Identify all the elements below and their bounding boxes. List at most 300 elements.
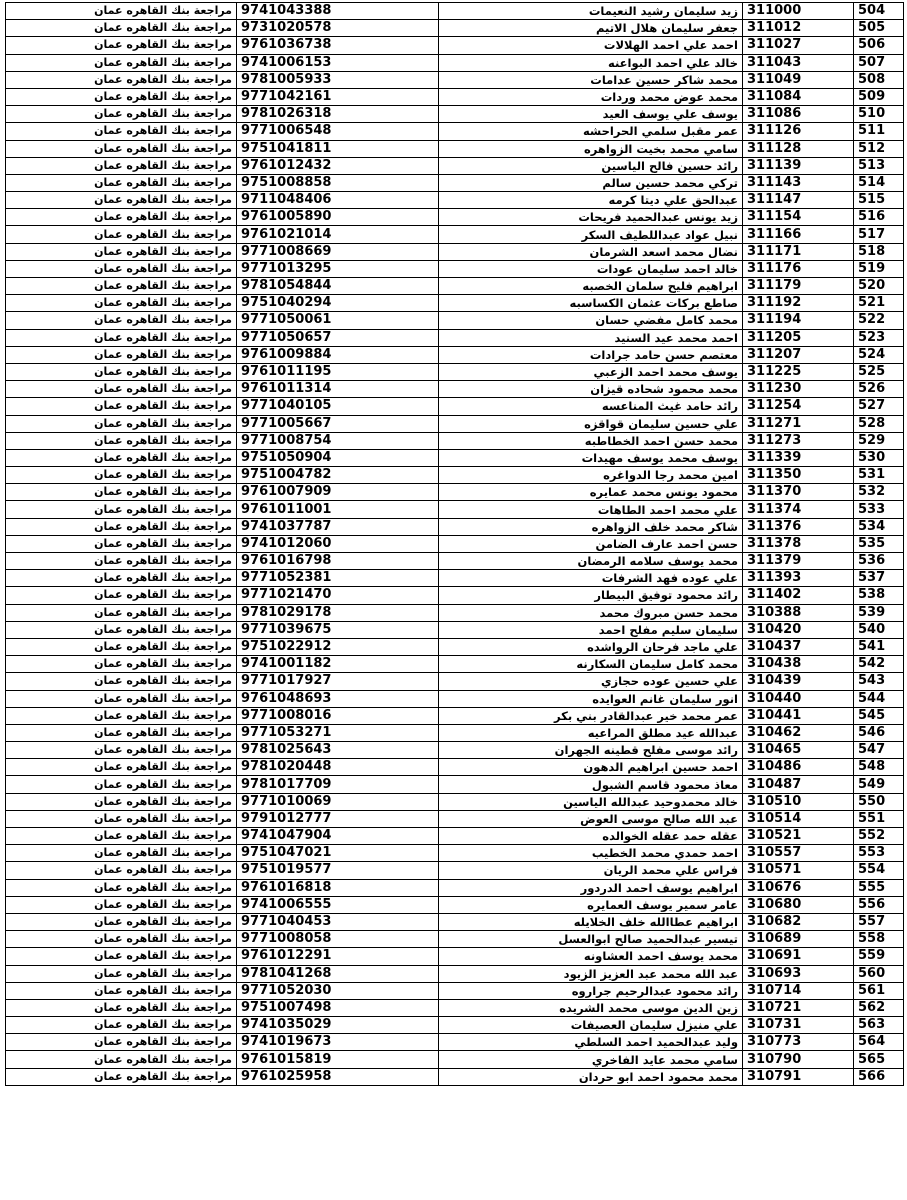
note-cell: مراجعة بنك القاهره عمان [6, 982, 237, 999]
table-row [6, 913, 904, 930]
code-cell: 310680 [743, 896, 854, 913]
national-number-cell: 9761016798 [237, 553, 439, 570]
note-cell: مراجعة بنك القاهره عمان [6, 243, 237, 260]
serial-number-cell: 525 [854, 363, 904, 380]
serial-number-cell: 529 [854, 432, 904, 449]
national-number-cell: 9741047904 [237, 828, 439, 845]
note-cell: مراجعة بنك القاهره عمان [6, 1017, 237, 1034]
note-cell: مراجعة بنك القاهره عمان [6, 312, 237, 329]
national-number-cell: 9711048406 [237, 192, 439, 209]
note-cell: مراجعة بنك القاهره عمان [6, 106, 237, 123]
serial-number-cell: 526 [854, 381, 904, 398]
serial-number-cell: 530 [854, 449, 904, 466]
national-number-cell: 9741043388 [237, 3, 439, 20]
code-cell: 311000 [743, 3, 854, 20]
note-cell: مراجعة بنك القاهره عمان [6, 828, 237, 845]
table-row [6, 724, 904, 741]
table-row [6, 879, 904, 896]
serial-number-cell: 515 [854, 192, 904, 209]
note-cell: مراجعة بنك القاهره عمان [6, 192, 237, 209]
code-cell: 310439 [743, 673, 854, 690]
table-row [6, 37, 904, 54]
serial-number-cell: 516 [854, 209, 904, 226]
national-number-cell: 9781026318 [237, 106, 439, 123]
national-number-cell: 9771042161 [237, 88, 439, 105]
code-cell: 310514 [743, 810, 854, 827]
code-cell: 311370 [743, 484, 854, 501]
note-cell: مراجعة بنك القاهره عمان [6, 587, 237, 604]
serial-number-cell: 513 [854, 157, 904, 174]
note-cell: مراجعة بنك القاهره عمان [6, 1068, 237, 1085]
code-cell: 311393 [743, 570, 854, 587]
code-cell: 310441 [743, 707, 854, 724]
serial-number-cell: 539 [854, 604, 904, 621]
table-row [6, 656, 904, 673]
table-row [6, 295, 904, 312]
name-cell: نبيل عواد عبداللطيف السكر [439, 226, 743, 243]
national-number-cell: 9741019673 [237, 1034, 439, 1051]
serial-number-cell: 538 [854, 587, 904, 604]
serial-number-cell: 522 [854, 312, 904, 329]
name-cell: احمد حسين ابراهيم الدهون [439, 759, 743, 776]
serial-number-cell: 527 [854, 398, 904, 415]
code-cell: 311086 [743, 106, 854, 123]
note-cell: مراجعة بنك القاهره عمان [6, 88, 237, 105]
serial-number-cell: 532 [854, 484, 904, 501]
table-row [6, 484, 904, 501]
national-number-cell: 9751040294 [237, 295, 439, 312]
note-cell: مراجعة بنك القاهره عمان [6, 174, 237, 191]
table-row [6, 759, 904, 776]
code-cell: 311171 [743, 243, 854, 260]
table-row [6, 621, 904, 638]
serial-number-cell: 544 [854, 690, 904, 707]
table-row [6, 570, 904, 587]
serial-number-cell: 566 [854, 1068, 904, 1085]
serial-number-cell: 543 [854, 673, 904, 690]
table-row [6, 776, 904, 793]
table-row [6, 106, 904, 123]
table-row [6, 71, 904, 88]
note-cell: مراجعة بنك القاهره عمان [6, 140, 237, 157]
name-cell: رائد حامد غيث المناعسه [439, 398, 743, 415]
note-cell: مراجعة بنك القاهره عمان [6, 638, 237, 655]
name-cell: سليمان سليم مفلح احمد [439, 621, 743, 638]
note-cell: مراجعة بنك القاهره عمان [6, 3, 237, 20]
national-number-cell: 9771017927 [237, 673, 439, 690]
name-cell: زين الدين موسى محمد الشريده [439, 999, 743, 1016]
note-cell: مراجعة بنك القاهره عمان [6, 1034, 237, 1051]
serial-number-cell: 511 [854, 123, 904, 140]
note-cell: مراجعة بنك القاهره عمان [6, 570, 237, 587]
code-cell: 311207 [743, 346, 854, 363]
code-cell: 311230 [743, 381, 854, 398]
code-cell: 310691 [743, 948, 854, 965]
serial-number-cell: 561 [854, 982, 904, 999]
serial-number-cell: 564 [854, 1034, 904, 1051]
national-number-cell: 9741006555 [237, 896, 439, 913]
roster-body [6, 3, 904, 1086]
name-cell: خالد علي احمد البواعنه [439, 54, 743, 71]
note-cell: مراجعة بنك القاهره عمان [6, 724, 237, 741]
national-number-cell: 9761007909 [237, 484, 439, 501]
table-row [6, 346, 904, 363]
code-cell: 310571 [743, 862, 854, 879]
table-row [6, 157, 904, 174]
table-row [6, 673, 904, 690]
note-cell: مراجعة بنك القاهره عمان [6, 656, 237, 673]
note-cell: مراجعة بنك القاهره عمان [6, 742, 237, 759]
note-cell: مراجعة بنك القاهره عمان [6, 54, 237, 71]
table-row [6, 88, 904, 105]
national-number-cell: 9761011195 [237, 363, 439, 380]
name-cell: امين محمد رجا الدواغره [439, 467, 743, 484]
table-row [6, 931, 904, 948]
national-number-cell: 9741006153 [237, 54, 439, 71]
serial-number-cell: 509 [854, 88, 904, 105]
name-cell: ابراهيم عطاالله خلف الخلايله [439, 913, 743, 930]
table-row [6, 638, 904, 655]
table-row [6, 432, 904, 449]
name-cell: ابراهيم يوسف احمد الدردور [439, 879, 743, 896]
serial-number-cell: 546 [854, 724, 904, 741]
code-cell: 310790 [743, 1051, 854, 1068]
name-cell: صاطع بركات عثمان الكساسبه [439, 295, 743, 312]
code-cell: 310721 [743, 999, 854, 1016]
table-row [6, 707, 904, 724]
name-cell: رائد محمود توفيق البيطار [439, 587, 743, 604]
serial-number-cell: 555 [854, 879, 904, 896]
name-cell: محمد كامل سليمان السكارنه [439, 656, 743, 673]
code-cell: 311271 [743, 415, 854, 432]
serial-number-cell: 512 [854, 140, 904, 157]
note-cell: مراجعة بنك القاهره عمان [6, 278, 237, 295]
name-cell: علي عوده فهد الشرفات [439, 570, 743, 587]
serial-number-cell: 556 [854, 896, 904, 913]
note-cell: مراجعة بنك القاهره عمان [6, 707, 237, 724]
note-cell: مراجعة بنك القاهره عمان [6, 501, 237, 518]
table-row [6, 381, 904, 398]
table-row [6, 999, 904, 1016]
note-cell: مراجعة بنك القاهره عمان [6, 553, 237, 570]
note-cell: مراجعة بنك القاهره عمان [6, 913, 237, 930]
code-cell: 311194 [743, 312, 854, 329]
name-cell: محمود يونس محمد عمايره [439, 484, 743, 501]
name-cell: يوسف علي يوسف العيد [439, 106, 743, 123]
code-cell: 310693 [743, 965, 854, 982]
table-row [6, 467, 904, 484]
note-cell: مراجعة بنك القاهره عمان [6, 810, 237, 827]
national-number-cell: 9771010069 [237, 793, 439, 810]
serial-number-cell: 524 [854, 346, 904, 363]
national-number-cell: 9771008754 [237, 432, 439, 449]
note-cell: مراجعة بنك القاهره عمان [6, 226, 237, 243]
name-cell: ابراهيم فليح سلمان الخصبه [439, 278, 743, 295]
serial-number-cell: 537 [854, 570, 904, 587]
code-cell: 310791 [743, 1068, 854, 1085]
code-cell: 311339 [743, 449, 854, 466]
national-number-cell: 9761048693 [237, 690, 439, 707]
table-row [6, 54, 904, 71]
code-cell: 310486 [743, 759, 854, 776]
note-cell: مراجعة بنك القاهره عمان [6, 260, 237, 277]
name-cell: عبدالحق علي ديتا كرمه [439, 192, 743, 209]
note-cell: مراجعة بنك القاهره عمان [6, 71, 237, 88]
name-cell: علي منيزل سليمان العصيفات [439, 1017, 743, 1034]
code-cell: 311379 [743, 553, 854, 570]
note-cell: مراجعة بنك القاهره عمان [6, 415, 237, 432]
table-row [6, 278, 904, 295]
code-cell: 311126 [743, 123, 854, 140]
national-number-cell: 9761011314 [237, 381, 439, 398]
note-cell: مراجعة بنك القاهره عمان [6, 209, 237, 226]
serial-number-cell: 536 [854, 553, 904, 570]
national-number-cell: 9761016818 [237, 879, 439, 896]
name-cell: معتصم حسن حامد جرادات [439, 346, 743, 363]
note-cell: مراجعة بنك القاهره عمان [6, 535, 237, 552]
table-row [6, 518, 904, 535]
serial-number-cell: 545 [854, 707, 904, 724]
table-row [6, 553, 904, 570]
national-number-cell: 9761036738 [237, 37, 439, 54]
serial-number-cell: 507 [854, 54, 904, 71]
serial-number-cell: 518 [854, 243, 904, 260]
table-row [6, 587, 904, 604]
serial-number-cell: 506 [854, 37, 904, 54]
note-cell: مراجعة بنك القاهره عمان [6, 484, 237, 501]
serial-number-cell: 523 [854, 329, 904, 346]
name-cell: معاذ محمود قاسم الشبول [439, 776, 743, 793]
name-cell: احمد حمدي محمد الخطيب [439, 845, 743, 862]
note-cell: مراجعة بنك القاهره عمان [6, 123, 237, 140]
name-cell: محمد محمود شحاده قيزان [439, 381, 743, 398]
serial-number-cell: 517 [854, 226, 904, 243]
national-number-cell: 9751007498 [237, 999, 439, 1016]
serial-number-cell: 558 [854, 931, 904, 948]
code-cell: 311402 [743, 587, 854, 604]
serial-number-cell: 547 [854, 742, 904, 759]
serial-number-cell: 505 [854, 20, 904, 37]
code-cell: 311225 [743, 363, 854, 380]
note-cell: مراجعة بنك القاهره عمان [6, 621, 237, 638]
national-number-cell: 9771008669 [237, 243, 439, 260]
name-cell: رائد موسى مفلح قطينه الجهران [439, 742, 743, 759]
code-cell: 310557 [743, 845, 854, 862]
national-number-cell: 9781041268 [237, 965, 439, 982]
code-cell: 311166 [743, 226, 854, 243]
table-row [6, 948, 904, 965]
name-cell: خالد محمدوحيد عبدالله الياسين [439, 793, 743, 810]
note-cell: مراجعة بنك القاهره عمان [6, 449, 237, 466]
national-number-cell: 9771008016 [237, 707, 439, 724]
name-cell: نضال محمد اسعد الشرمان [439, 243, 743, 260]
name-cell: محمد عوض محمد وردات [439, 88, 743, 105]
note-cell: مراجعة بنك القاهره عمان [6, 965, 237, 982]
note-cell: مراجعة بنك القاهره عمان [6, 398, 237, 415]
serial-number-cell: 520 [854, 278, 904, 295]
code-cell: 311027 [743, 37, 854, 54]
name-cell: علي ماجد فرحان الرواشده [439, 638, 743, 655]
roster-table [5, 2, 904, 1086]
table-row [6, 192, 904, 209]
code-cell: 310487 [743, 776, 854, 793]
national-number-cell: 9751041811 [237, 140, 439, 157]
code-cell: 311179 [743, 278, 854, 295]
code-cell: 311176 [743, 260, 854, 277]
code-cell: 310440 [743, 690, 854, 707]
table-row [6, 965, 904, 982]
code-cell: 311147 [743, 192, 854, 209]
table-row [6, 1068, 904, 1085]
national-number-cell: 9771013295 [237, 260, 439, 277]
code-cell: 311139 [743, 157, 854, 174]
national-number-cell: 9781054844 [237, 278, 439, 295]
code-cell: 310676 [743, 879, 854, 896]
serial-number-cell: 504 [854, 3, 904, 20]
note-cell: مراجعة بنك القاهره عمان [6, 157, 237, 174]
note-cell: مراجعة بنك القاهره عمان [6, 776, 237, 793]
name-cell: محمد حسن مبروك محمد [439, 604, 743, 621]
national-number-cell: 9751019577 [237, 862, 439, 879]
serial-number-cell: 549 [854, 776, 904, 793]
code-cell: 310731 [743, 1017, 854, 1034]
code-cell: 311273 [743, 432, 854, 449]
name-cell: محمد يوسف سلامه الرمضان [439, 553, 743, 570]
code-cell: 311192 [743, 295, 854, 312]
code-cell: 311084 [743, 88, 854, 105]
note-cell: مراجعة بنك القاهره عمان [6, 1051, 237, 1068]
serial-number-cell: 533 [854, 501, 904, 518]
note-cell: مراجعة بنك القاهره عمان [6, 518, 237, 535]
national-number-cell: 9751050904 [237, 449, 439, 466]
serial-number-cell: 557 [854, 913, 904, 930]
name-cell: محمد كامل مفضي حسان [439, 312, 743, 329]
national-number-cell: 9761025958 [237, 1068, 439, 1085]
national-number-cell: 9751008858 [237, 174, 439, 191]
serial-number-cell: 528 [854, 415, 904, 432]
table-row [6, 828, 904, 845]
serial-number-cell: 514 [854, 174, 904, 191]
serial-number-cell: 548 [854, 759, 904, 776]
name-cell: يوسف محمد يوسف مهيدات [439, 449, 743, 466]
note-cell: مراجعة بنك القاهره عمان [6, 381, 237, 398]
table-row [6, 363, 904, 380]
serial-number-cell: 551 [854, 810, 904, 827]
serial-number-cell: 559 [854, 948, 904, 965]
national-number-cell: 9741012060 [237, 535, 439, 552]
code-cell: 310682 [743, 913, 854, 930]
national-number-cell: 9781025643 [237, 742, 439, 759]
table-row [6, 226, 904, 243]
note-cell: مراجعة بنك القاهره عمان [6, 931, 237, 948]
code-cell: 310689 [743, 931, 854, 948]
serial-number-cell: 534 [854, 518, 904, 535]
national-number-cell: 9761005890 [237, 209, 439, 226]
national-number-cell: 9771052030 [237, 982, 439, 999]
table-row [6, 742, 904, 759]
code-cell: 311128 [743, 140, 854, 157]
national-number-cell: 9751047021 [237, 845, 439, 862]
name-cell: تركي محمد حسين سالم [439, 174, 743, 191]
name-cell: سامي محمد عايد الفاخري [439, 1051, 743, 1068]
table-row [6, 1034, 904, 1051]
national-number-cell: 9771005667 [237, 415, 439, 432]
name-cell: سامي محمد بخيت الزواهره [439, 140, 743, 157]
note-cell: مراجعة بنك القاهره عمان [6, 295, 237, 312]
code-cell: 310420 [743, 621, 854, 638]
serial-number-cell: 510 [854, 106, 904, 123]
name-cell: علي محمد احمد الطاهات [439, 501, 743, 518]
serial-number-cell: 508 [854, 71, 904, 88]
name-cell: عبد الله صالح موسى العوض [439, 810, 743, 827]
national-number-cell: 9751004782 [237, 467, 439, 484]
note-cell: مراجعة بنك القاهره عمان [6, 604, 237, 621]
note-cell: مراجعة بنك القاهره عمان [6, 346, 237, 363]
name-cell: محمد حسن احمد الخطاطبه [439, 432, 743, 449]
name-cell: خالد احمد سليمان عودات [439, 260, 743, 277]
name-cell: علي حسين عوده حجازي [439, 673, 743, 690]
national-number-cell: 9741037787 [237, 518, 439, 535]
national-number-cell: 9761015819 [237, 1051, 439, 1068]
national-number-cell: 9781005933 [237, 71, 439, 88]
table-row [6, 810, 904, 827]
code-cell: 311154 [743, 209, 854, 226]
serial-number-cell: 541 [854, 638, 904, 655]
name-cell: يوسف محمد احمد الزعبي [439, 363, 743, 380]
name-cell: عمر محمد خير عبدالقادر بني بكر [439, 707, 743, 724]
table-row [6, 982, 904, 999]
note-cell: مراجعة بنك القاهره عمان [6, 432, 237, 449]
national-number-cell: 9751022912 [237, 638, 439, 655]
serial-number-cell: 560 [854, 965, 904, 982]
national-number-cell: 9771021470 [237, 587, 439, 604]
name-cell: فراس علي محمد الريان [439, 862, 743, 879]
serial-number-cell: 521 [854, 295, 904, 312]
table-row [6, 604, 904, 621]
serial-number-cell: 553 [854, 845, 904, 862]
code-cell: 310462 [743, 724, 854, 741]
code-cell: 311374 [743, 501, 854, 518]
serial-number-cell: 542 [854, 656, 904, 673]
national-number-cell: 9731020578 [237, 20, 439, 37]
name-cell: عبد الله محمد عبد العزيز الزيود [439, 965, 743, 982]
serial-number-cell: 565 [854, 1051, 904, 1068]
name-cell: احمد علي احمد الهلالات [439, 37, 743, 54]
name-cell: محمد محمود احمد ابو حردان [439, 1068, 743, 1085]
code-cell: 310521 [743, 828, 854, 845]
code-cell: 311254 [743, 398, 854, 415]
serial-number-cell: 535 [854, 535, 904, 552]
note-cell: مراجعة بنك القاهره عمان [6, 948, 237, 965]
code-cell: 310714 [743, 982, 854, 999]
name-cell: علي حسين سليمان قواقزه [439, 415, 743, 432]
code-cell: 310388 [743, 604, 854, 621]
table-row [6, 449, 904, 466]
table-row [6, 793, 904, 810]
serial-number-cell: 554 [854, 862, 904, 879]
national-number-cell: 9771040105 [237, 398, 439, 415]
code-cell: 310437 [743, 638, 854, 655]
code-cell: 310510 [743, 793, 854, 810]
note-cell: مراجعة بنك القاهره عمان [6, 673, 237, 690]
note-cell: مراجعة بنك القاهره عمان [6, 793, 237, 810]
name-cell: وليد عبدالحميد احمد السلطي [439, 1034, 743, 1051]
serial-number-cell: 563 [854, 1017, 904, 1034]
code-cell: 311205 [743, 329, 854, 346]
name-cell: جعفر سليمان هلال الاتيم [439, 20, 743, 37]
code-cell: 311376 [743, 518, 854, 535]
national-number-cell: 9781020448 [237, 759, 439, 776]
